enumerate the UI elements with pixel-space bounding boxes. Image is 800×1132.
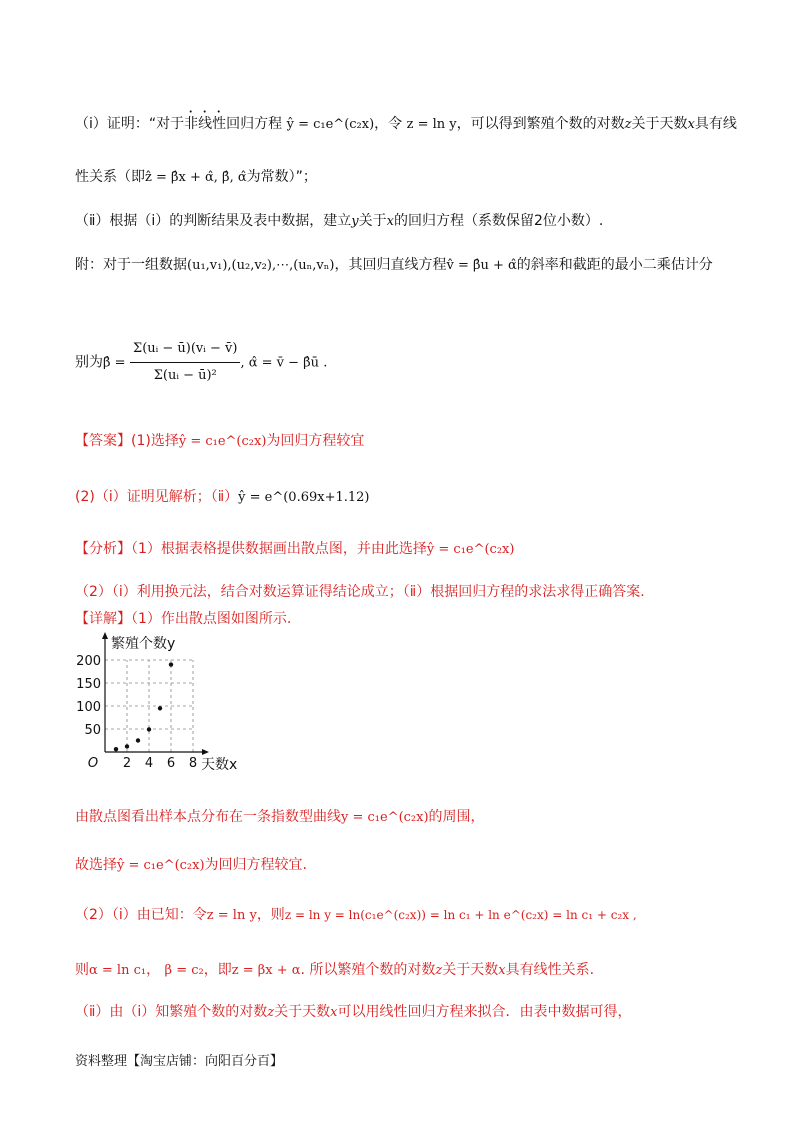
var-z: z	[624, 117, 632, 132]
statement-line-5	[75, 338, 327, 387]
text-seg: ，即	[203, 962, 232, 978]
text-seg: ，可以得到繁殖个数的对数	[456, 116, 625, 132]
statement-line-3	[75, 212, 603, 231]
beta-numerator: Σ(uᵢ − ū)(vᵢ − v̄)	[130, 338, 240, 363]
text-seg: . 所以繁殖个数的对数	[300, 962, 436, 978]
statement-line-4	[75, 256, 713, 275]
x-tick-label: 8	[188, 756, 198, 771]
statement-line-1	[75, 108, 737, 134]
beta-denominator: Σ(uᵢ − ū)²	[153, 368, 217, 383]
answer-line-2	[75, 488, 370, 507]
equation-z-ln-y: z = ln y	[206, 908, 257, 923]
equation-z-ln-y: z = ln y	[406, 117, 457, 132]
text-seg-dotted: 非线性	[184, 116, 227, 132]
text-seg: ，令	[374, 116, 403, 132]
text-seg: （ⅱ）由（ⅰ）知繁殖个数的对数	[75, 1004, 268, 1020]
text-seg: 为常数）”；	[246, 169, 317, 185]
var-x: x	[687, 117, 695, 132]
text-seg: （2）（ⅰ）利用换元法，结合对数运算证得结论成立；（ⅱ）根据回归方程的求法求得正确答案.	[75, 584, 645, 600]
text-seg: 【答案】(1)选择	[75, 433, 179, 449]
equation-regression-line: v̂ = β̂u + α̂	[446, 258, 517, 273]
text-seg: 关于	[358, 213, 387, 229]
text-seg: 故选择	[75, 857, 117, 873]
text-seg: ，	[146, 962, 161, 978]
text-seg: 回归方程	[226, 116, 283, 132]
y-tick-label: 50	[84, 723, 101, 738]
data-point	[158, 706, 162, 710]
text-seg: 关于天数	[274, 1004, 331, 1020]
data-point	[114, 747, 118, 751]
equation-answer: ŷ = e^(0.69x+1.12)	[238, 490, 370, 505]
equation-exp-model: ŷ = c₁e^(c₂x)	[178, 434, 267, 449]
text-seg: 关于天数	[631, 116, 688, 132]
text-seg: 性关系（即	[75, 169, 145, 185]
text-seg: （ⅰ）证明：“对于	[75, 116, 185, 132]
equation-alpha: α = ln c₁	[89, 963, 147, 978]
statement-line-2	[75, 168, 317, 187]
proof-line-3	[75, 1003, 632, 1022]
footer-text: 资料整理【淘宝店铺：向阳百分百】	[75, 1054, 284, 1069]
equation-linear-relation: ẑ = β̂x + α̂, β̂, α̂	[145, 170, 247, 185]
text-seg: 为回归方程较宜	[266, 433, 365, 449]
equation-data-set: (u₁,v₁),(u₂,v₂),⋯,(uₙ,vₙ)	[187, 258, 335, 273]
y-axis-label: 繁殖个数y	[111, 636, 176, 652]
origin-label: O	[87, 756, 99, 771]
x-tick-label: 2	[122, 756, 132, 771]
text-seg: 的回归方程（系数保留2位小数）.	[394, 213, 604, 229]
analysis-line-1	[75, 540, 514, 559]
x-tick-label: 6	[166, 756, 176, 771]
x-tick-label: 4	[144, 756, 154, 771]
beta-fraction	[130, 338, 240, 387]
equation-exp-curve: y = c₁e^(c₂x)	[341, 810, 429, 825]
text-seg: 具有线性关系.	[505, 962, 595, 978]
scatter-chart	[75, 630, 265, 780]
text-seg: 别为	[75, 354, 103, 371]
text-seg: 可以用线性回归方程来拟合．由表中数据可得，	[337, 1004, 632, 1020]
y-tick-label: 150	[76, 677, 101, 692]
alpha-formula: , α̂ = v̄ − β̂ū .	[240, 355, 328, 371]
equation-exp-model: ŷ = c₁e^(c₂x)	[286, 117, 375, 132]
equation-beta: β = c₂	[164, 963, 204, 978]
data-point	[169, 662, 173, 666]
x-axis-label: 天数x	[201, 757, 238, 773]
text-seg: (2)（ⅰ）证明见解析；（ⅱ）	[75, 489, 239, 505]
conclusion-line-1	[75, 808, 485, 827]
y-tick-label: 200	[76, 654, 101, 669]
equation-log-chain: z = ln y = ln(c₁e^(c₂x)) = ln c₁ + ln e^(c₂x) = ln c₁ + c₂x ,	[284, 908, 637, 922]
text-seg: ，则	[256, 907, 285, 923]
equation-z-linear: z = βx + α	[231, 963, 301, 978]
proof-line-1	[75, 906, 637, 925]
text-seg: 的斜率和截距的最小二乘估计分	[516, 257, 713, 273]
y-axis-arrow	[102, 632, 108, 639]
var-x: x	[386, 214, 394, 229]
answer-line-1	[75, 432, 364, 451]
var-z: z	[267, 1005, 275, 1020]
analysis-line-2	[75, 583, 645, 601]
text-seg: （2）（ⅰ）由已知：令	[75, 907, 207, 923]
text-seg: ，其回归直线方程	[334, 257, 447, 273]
text-seg: 【分析】（1）根据表格提供数据画出散点图，并由此选择	[75, 541, 427, 557]
data-point	[136, 738, 140, 742]
beta-label: β̂ =	[103, 355, 126, 371]
x-axis-arrow	[202, 749, 209, 755]
data-point	[125, 744, 129, 748]
var-z: z	[435, 963, 443, 978]
text-seg: 为回归方程较宜.	[204, 857, 307, 873]
text-seg: 【详解】（1）作出散点图如图所示.	[75, 611, 292, 627]
var-x: x	[498, 963, 506, 978]
text-seg: 附：对于一组数据	[75, 257, 187, 273]
var-y: y	[351, 214, 359, 229]
text-seg: 由散点图看出样本点分布在一条指数型曲线	[75, 809, 341, 825]
proof-line-2	[75, 961, 594, 980]
conclusion-line-2	[75, 856, 307, 875]
text-seg: 关于天数	[442, 962, 499, 978]
detail-line	[75, 610, 291, 628]
text-seg: 的周围，	[428, 809, 485, 825]
var-x: x	[330, 1005, 338, 1020]
text-seg: 具有线	[694, 116, 737, 132]
equation-exp-model: ŷ = c₁e^(c₂x)	[426, 542, 515, 557]
text-seg: （ⅱ）根据（ⅰ）的判断结果及表中数据，建立	[75, 213, 352, 229]
equation-exp-model: ŷ = c₁e^(c₂x)	[117, 858, 205, 873]
y-tick-label: 100	[76, 700, 101, 715]
data-point	[147, 727, 151, 731]
text-seg: 则	[75, 962, 89, 978]
